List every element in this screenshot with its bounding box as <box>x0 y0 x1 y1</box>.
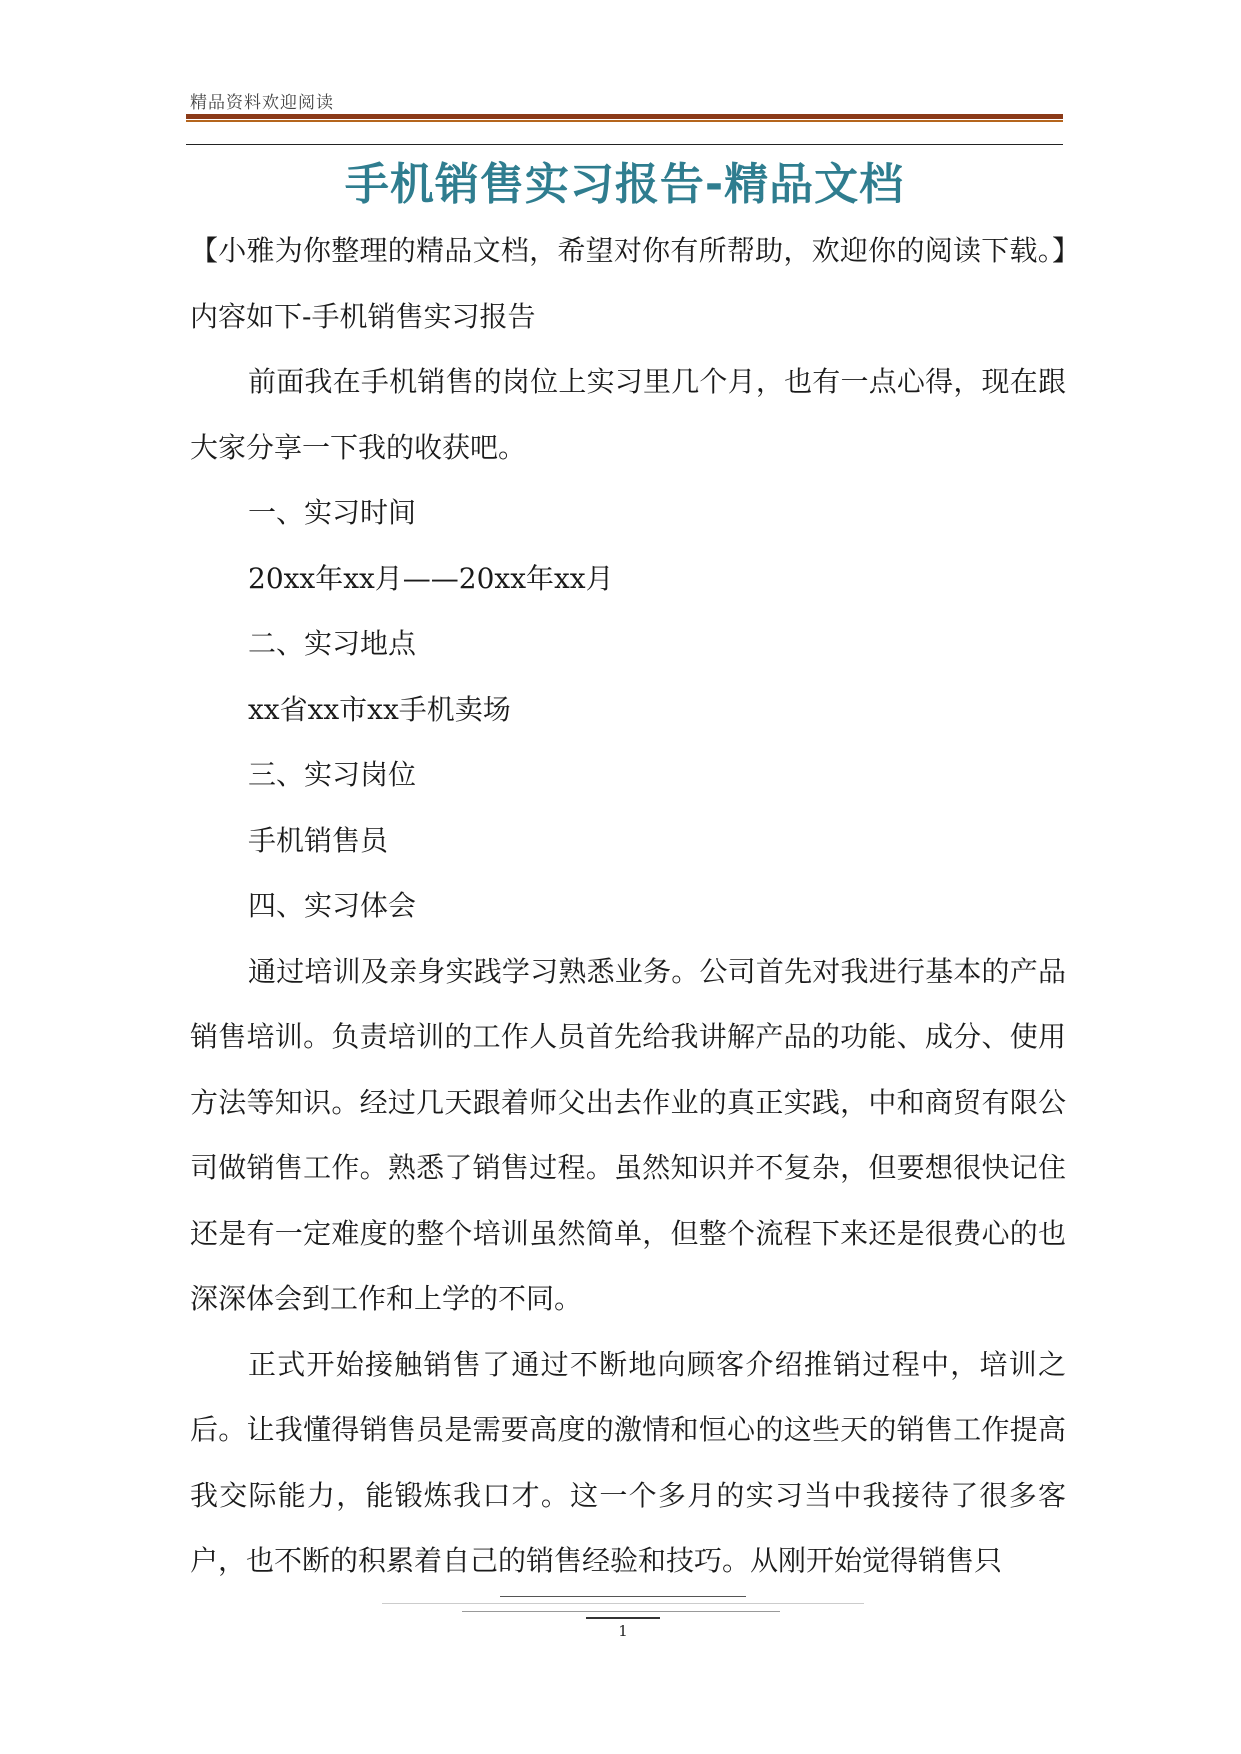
footer-rule-1 <box>500 1596 746 1597</box>
header-rule-accent <box>186 120 1063 122</box>
header-label: 精品资料欢迎阅读 <box>190 93 334 113</box>
internship-period: 20xx年xx月——20xx年xx月 <box>248 561 614 595</box>
footer-rule-4 <box>586 1617 660 1619</box>
document-body <box>190 218 1066 1594</box>
section-heading-experience: 四、实习体会 <box>248 889 417 922</box>
section-heading-time: 一、实习时间 <box>248 496 417 529</box>
experience-paragraph-2: 正式开始接触销售了通过不断地向顾客介绍推销过程中，培训之后。让我懂得销售员是需要高度的激情和恒心的这些天的销售工作提高我交际能力，能锻炼我口才。这一个多月的实习当中我接待了很多客户，也不断的积累着自己的销售经验和技巧。从刚开始觉得销售只 <box>190 1347 1066 1577</box>
footer-rule-3 <box>462 1611 780 1612</box>
page-number: 1 <box>618 1622 628 1640</box>
document-title: 手机销售实习报告-精品文档 <box>344 159 905 210</box>
opening-paragraph: 前面我在手机销售的岗位上实习里几个月，也有一点心得，现在跟大家分享一下我的收获吧。 <box>190 365 1066 464</box>
header-rule-thick <box>186 114 1063 119</box>
internship-position: 手机销售员 <box>248 823 389 857</box>
internship-location: xx省xx市xx手机卖场 <box>248 692 511 726</box>
header-rule-thin <box>186 144 1063 145</box>
experience-paragraph-1: 通过培训及亲身实践学习熟悉业务。公司首先对我进行基本的产品销售培训。负责培训的工作人员首先给我讲解产品的功能、成分、使用方法等知识。经过几天跟着师父出去作业的真正实践，中和商贸有限公司做销售工作。熟悉了销售过程。虽然知识并不复杂，但要想很快记住还是有一定难度的整个培训虽然简单，但整个流程下来还是很费心的也深深体会到工作和上学的不同。 <box>190 954 1066 1315</box>
section-heading-position: 三、实习岗位 <box>248 758 417 791</box>
section-heading-location: 二、实习地点 <box>248 627 417 660</box>
footer-rule-2 <box>382 1603 864 1604</box>
intro-paragraph: 【小雅为你整理的精品文档，希望对你有所帮助，欢迎你的阅读下载。】内容如下-手机销售实习报告 <box>190 234 1066 333</box>
